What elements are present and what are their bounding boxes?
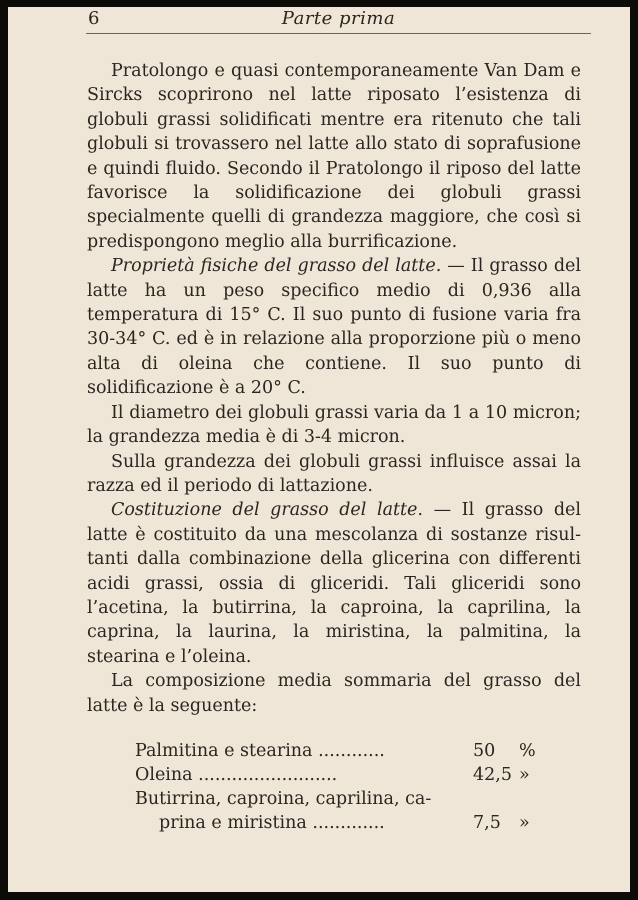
table-row <box>135 739 545 763</box>
row-value: 7,5 <box>473 813 501 833</box>
section-heading: Proprietà fisiche del grasso del latte. <box>111 256 442 277</box>
row-value: 50 <box>473 741 496 761</box>
row-label: Palmitina e stearina <box>135 741 313 761</box>
table-row <box>135 787 545 811</box>
book-page <box>8 7 630 892</box>
section-heading: Costituzione del grasso del latte. <box>111 500 423 521</box>
paragraph: Costituzione del grasso del latte. — Il grasso del latte è costituito da una mescolanza di sostanze risultanti dalla combinazione della glicerina con differenti acidi grassi, ossia di gliceridi. Tali gliceridi sono l’acetina, la butirrina, la caproina, la caprilina, la caprina, la laurina, la miristina, la palmitina, la stearina e l’oleina. <box>87 500 581 667</box>
running-title: Parte prima <box>281 8 396 29</box>
page-number: 6 <box>88 8 100 29</box>
row-unit: » <box>519 813 530 833</box>
row-unit: » <box>519 765 530 785</box>
table-row <box>135 763 545 787</box>
row-value: 42,5 <box>473 765 512 785</box>
paragraph: Il diametro dei globuli grassi varia da 1 a 10 micron; la grandezza media è di 3-4 micron. <box>87 402 581 448</box>
dot-leader: ............ <box>312 741 385 761</box>
paragraph: Pratolongo e quasi contemporaneamente Van Dam e Sircks scoprirono nel latte riposato l’esistenza di globuli grassi solidificati mentre era ritenuto che tali globuli si trovassero nel latte allo stato di soprafusione e quindi fluido. Secondo il Pratolongo il riposo del latte favorisce la solidificazione dei globuli grassi specialmente quelli di grandezza maggiore, che così si predispongono meglio alla burrificazione. <box>87 61 581 252</box>
composition-table <box>135 739 545 835</box>
row-label: Butirrina, caproina, caprilina, ca- <box>135 789 432 809</box>
body-text <box>87 59 581 718</box>
page-header <box>86 7 591 34</box>
paragraph: Sulla grandezza dei globuli grassi influisce assai la razza ed il periodo di lattazione. <box>87 451 581 496</box>
row-label: prina e miristina <box>159 813 307 833</box>
paragraph: La composizione media sommaria del grasso del latte è la seguente: <box>87 671 581 716</box>
row-label: Oleina <box>135 765 193 785</box>
dot-leader: ......................... <box>192 765 338 785</box>
table-row <box>135 811 545 835</box>
row-unit: % <box>519 741 536 761</box>
dot-leader: ............. <box>306 813 385 833</box>
paragraph: Proprietà fisiche del grasso del latte. — Il grasso del latte ha un peso specifico medio di 0,936 alla temperatura di 15° C. Il suo punto di fusione varia fra 30-34° C. ed è in relazione alla proporzione più o meno alta di oleina che contiene. Il suo punto di solidificazione è a 20° C. <box>87 256 582 399</box>
